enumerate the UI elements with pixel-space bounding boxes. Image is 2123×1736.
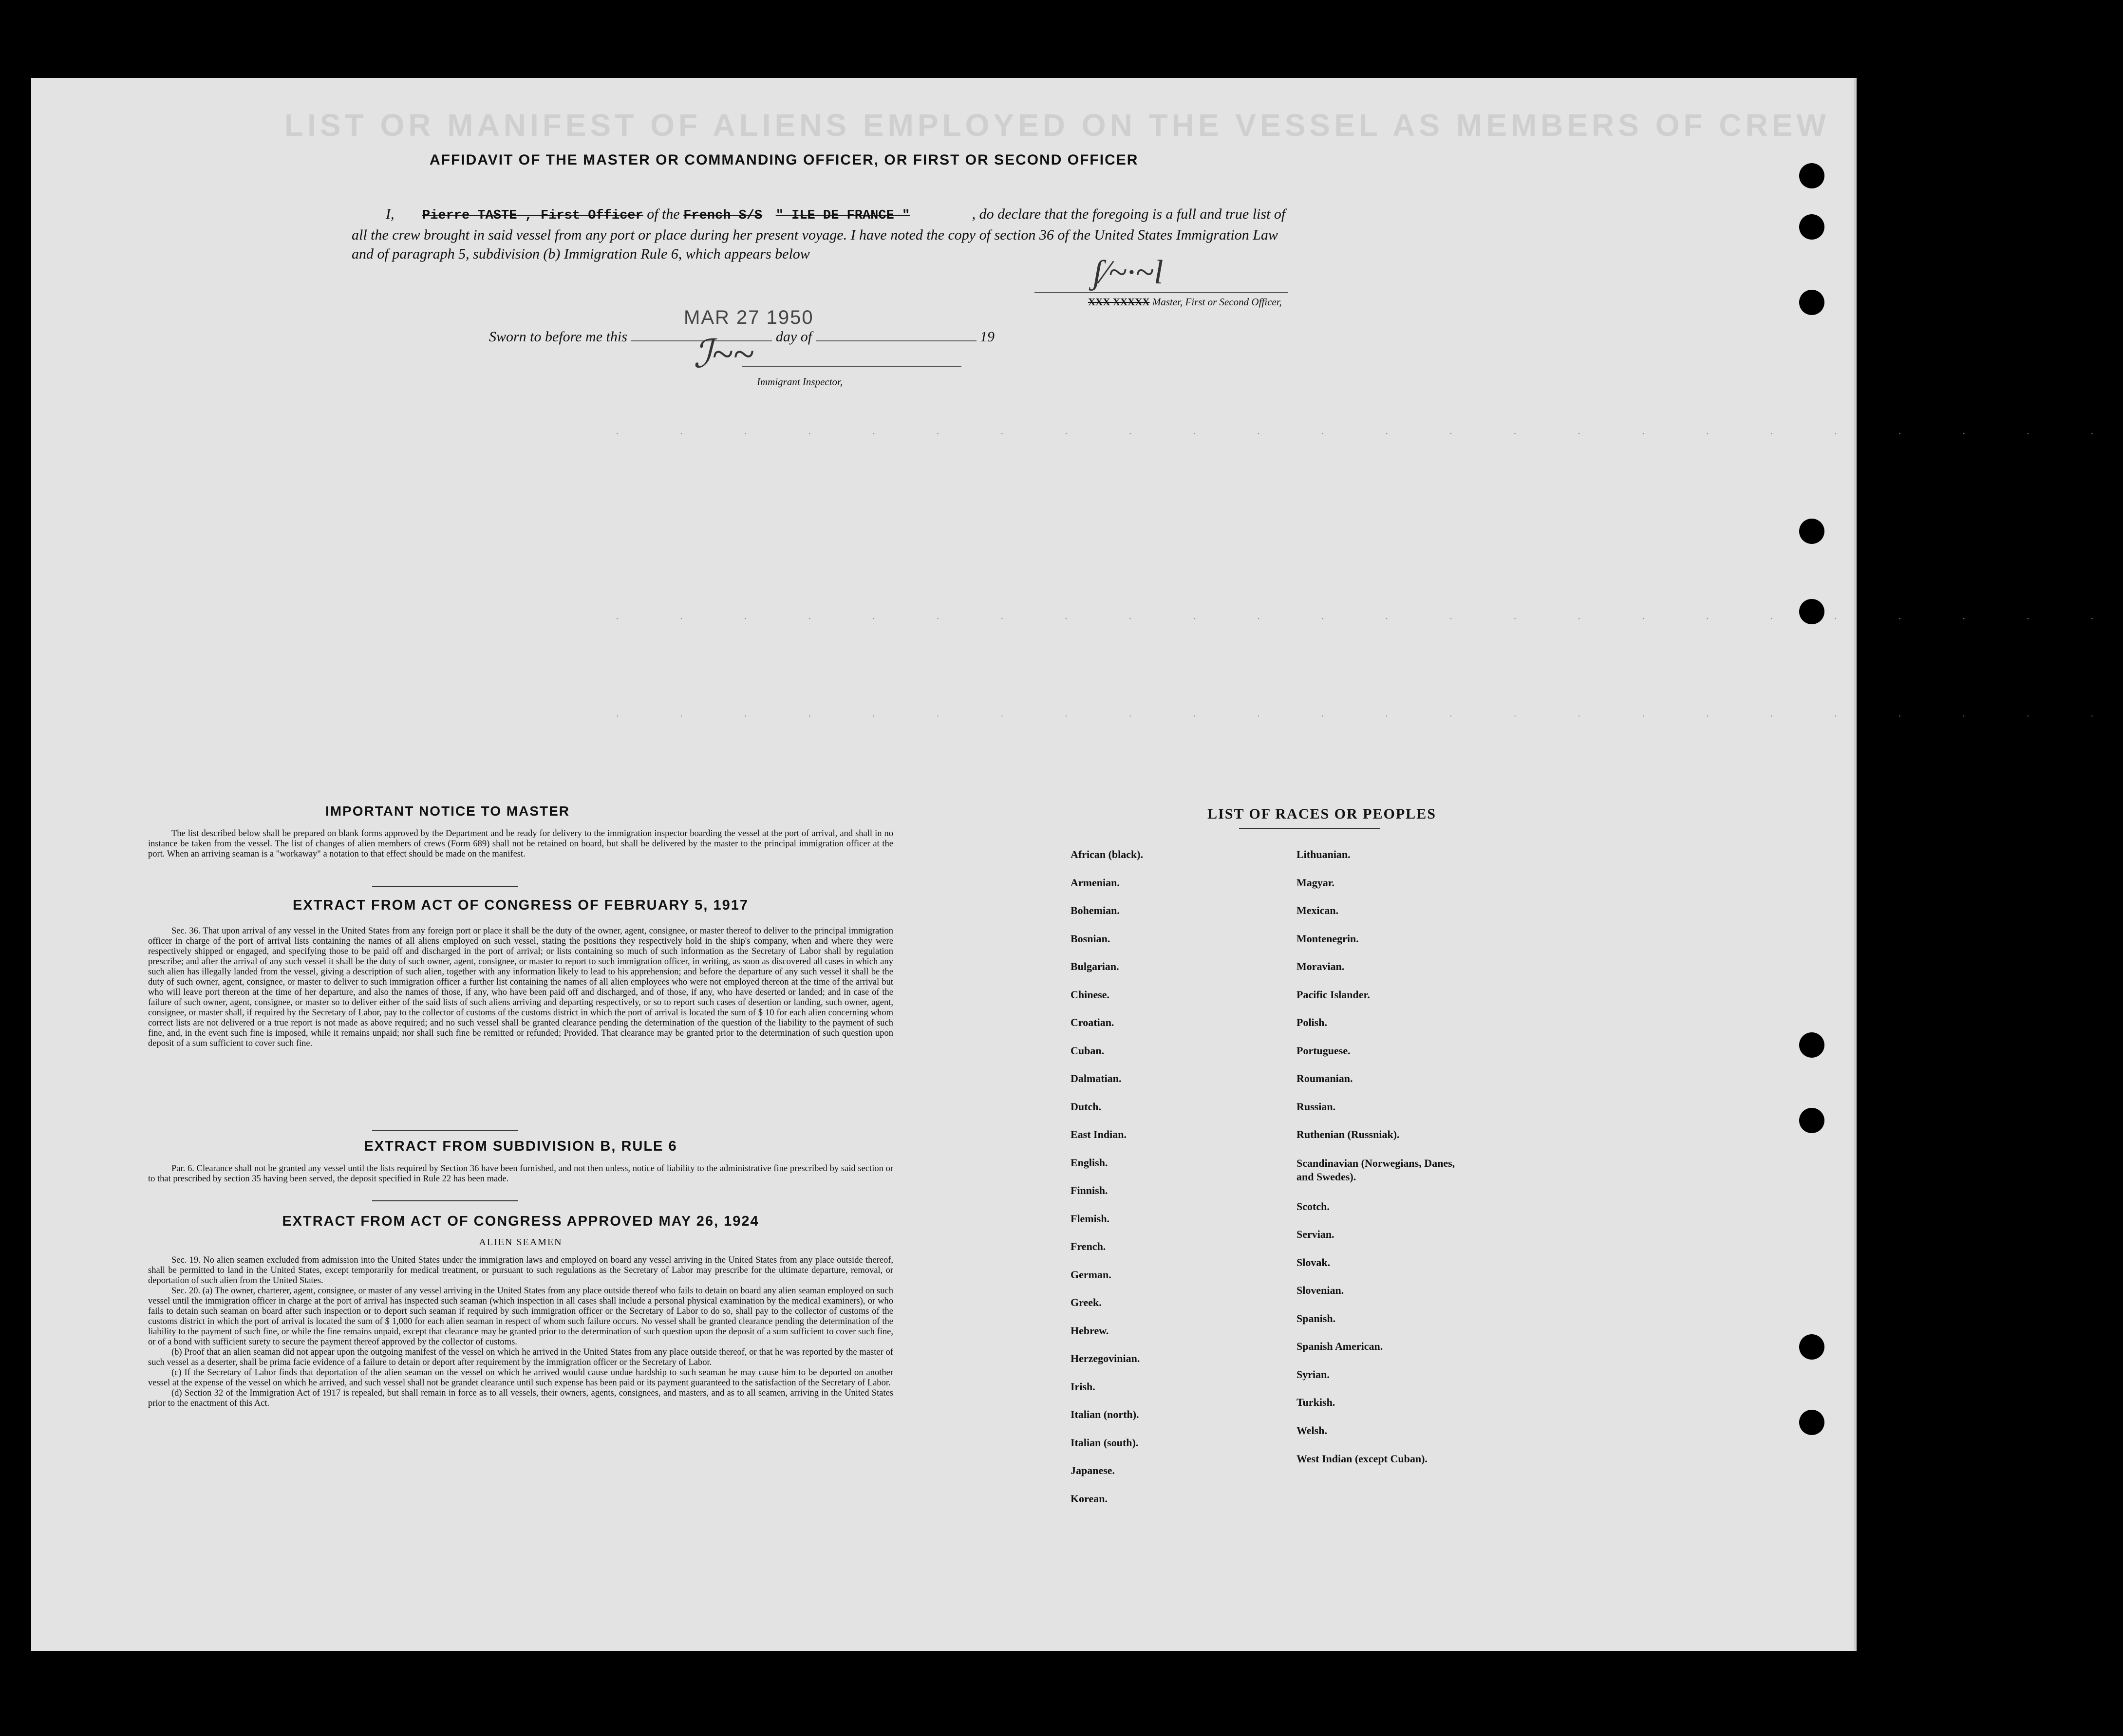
inspector-signature: ℐ~~ (694, 333, 754, 376)
race-item: Portuguese. (1296, 1044, 1351, 1057)
race-item: Dutch. (1071, 1100, 1101, 1113)
inspector-line (742, 366, 961, 367)
race-item: Ruthenian (Russniak). (1296, 1128, 1400, 1140)
notice-paragraph: The list described below shall be prepared on blank forms approved by the Department and be ready for delivery to the immigration inspector boarding the vessel at the port of arrival, and shall in no instance be taken from the vessel. The list of changes of alien members of crews (Form 689) shall not be retained on board, but shall be delivered by the master to the principal immigration officer at the port. When an arriving seaman is a "workaway" a notation to that effect should be made on the manifest. (148, 829, 893, 859)
race-item: Servian. (1296, 1228, 1334, 1240)
race-item: Bohemian. (1071, 904, 1120, 916)
signature-line (1034, 292, 1288, 293)
race-item: Turkish. (1296, 1396, 1335, 1408)
race-item: Magyar. (1296, 876, 1335, 889)
ship-name: " ILE DE FRANCE " (775, 208, 910, 223)
race-item: Finnish. (1071, 1184, 1108, 1196)
rule6-paragraph: Par. 6. Clearance shall not be granted any vessel until the lists required by Section 36 have been furnished, and not then unless, notice of liability to the administrative fine prescribed by said section or to that prescribed by section 35 having been served, the deposit specified in Rule 22 has been made. (148, 1164, 893, 1184)
divider (372, 886, 518, 887)
extract-1917-paragraph: Sec. 36. That upon arrival of any vessel in the United States from any foreign port or place it shall be the duty of the owner, agent, consignee, or master thereof to deliver to the principal immigration officer in charge of the port of arrival lists containing the names of all aliens employed on such vessel, stating the positions they respectively hold in the ship's company, when and where they were respectively shipped or engaged, and specifying those to be paid off and discharged in the port of arrival; or lists containing so much of such information as the Secretary of Labor shall by regulation prescribe; and after the arrival of any such vessel it shall be the duty of such owner, agent, consignee, or master to report to such immigration officer, in writing, as soon as discovered all cases in which any such alien has illegally landed from the vessel, giving a description of such alien, together with any information likely to lead to his apprehension; and before the departure of any such vessel it shall be the duty of such owner, agent, consignee, or master to deliver to such immigration officer a further list containing the names of all alien employees who were not employed thereon at the time of the arrival but who will leave port thereon at the time of her departure, and also the names of those, if any, who have been paid off and discharged, and of those, if any, who have deserted or landed; and in case of the failure of such owner, agent, consignee, or master so to deliver either of the said lists of such aliens arriving and departing respectively, or so to report such cases of desertion or landing, such owner, agent, consignee, or master shall, if required by the Secretary of Labor, pay to the collector of customs of the customs district in which the port of arrival is located the sum of $ 10 for each alien concerning whom correct lists are not delivered or a true report is not made as above required; and no such vessel shall be granted clearance pending the determination of the question of the liability to the payment of such fine, and, in the event such fine is imposed, while it remains unpaid; nor shall such fine be remitted or refunded; Provided. That clearance may be granted prior to the determination of such question upon deposit of a sum sufficient to cover such fine. (148, 926, 893, 1048)
race-item: Italian (north). (1071, 1408, 1139, 1420)
race-item: Welsh. (1296, 1424, 1327, 1437)
race-item: Montenegrin. (1296, 932, 1359, 945)
punch-hole (1799, 290, 1824, 315)
signature-strike: XXX XXXXX (1088, 296, 1150, 308)
divider (1239, 828, 1380, 829)
race-item: Lithuanian. (1296, 848, 1351, 860)
race-item: Roumanian. (1296, 1072, 1353, 1084)
officer-name: Pierre TASTE , First Officer (422, 208, 643, 223)
race-item: Bulgarian. (1071, 960, 1119, 972)
signature-caption-text: Master, First or Second Officer, (1152, 296, 1282, 308)
race-item: Cuban. (1071, 1044, 1105, 1057)
day-of-text: day of (775, 329, 812, 345)
race-item: Japanese. (1071, 1464, 1115, 1476)
race-item: Armenian. (1071, 876, 1120, 889)
race-item: Hebrew. (1071, 1324, 1109, 1337)
punch-hole (1799, 214, 1824, 240)
divider (372, 1200, 518, 1201)
signature-caption (1088, 296, 1282, 308)
affidavit-of-the: of the (647, 206, 680, 222)
rule6-text (148, 1164, 893, 1184)
extract-1924-text (148, 1255, 893, 1409)
sec20b-paragraph: (b) Proof that an alien seaman did not appear upon the outgoing manifest of the vessel on which he arrived in the United States from any place outside thereof, or that he was reported by the master of such vessel as a deserter, shall be prima facie evidence of a failure to detain or deport after requirement by the immigration officer or the Secretary of Labor. (148, 1347, 893, 1367)
punch-hole (1799, 1108, 1824, 1133)
alien-seamen-subtitle: ALIEN SEAMEN (479, 1237, 563, 1248)
punch-hole (1799, 1410, 1824, 1435)
race-item: French. (1071, 1240, 1106, 1252)
race-item: East Indian. (1071, 1128, 1127, 1140)
extract-1917-title: EXTRACT FROM ACT OF CONGRESS OF FEBRUARY 5, 1917 (292, 897, 749, 913)
race-item: Mexican. (1296, 904, 1339, 916)
punch-hole (1799, 519, 1824, 544)
race-item: Scandinavian (Norwegians, Danes, and Swedes). (1296, 1157, 1455, 1183)
race-item: Moravian. (1296, 960, 1345, 972)
race-item: Flemish. (1071, 1212, 1110, 1225)
sworn-text: Sworn to before me this (489, 329, 627, 345)
day-blank (816, 340, 977, 341)
notice-title: IMPORTANT NOTICE TO MASTER (325, 803, 570, 819)
race-item: Greek. (1071, 1296, 1102, 1308)
race-item: Scotch. (1296, 1200, 1330, 1213)
race-item: Irish. (1071, 1380, 1095, 1393)
sec20a-paragraph: Sec. 20. (a) The owner, charterer, agent, consignee, or master of any vessel arriving in the United States from any place outside thereof who fails to detain on board any alien seaman employed on such vessel until the immigration officer in charge at the port of arrival has inspected such seaman (which inspection in all cases shall include a personal physical examination by the medical examiners), or who fails to detain such seaman on board after such inspection or to deport such seaman if required by such immigration officer or the Secretary of Labor to do so, shall pay to the collector of customs of the customs district in which the port of arrival is located the sum of $ 1,000 for each alien seaman in respect of whom such failure occurs. No vessel shall be granted clearance pending the determination of the liability to the payment of such fine, or while the fine remains unpaid, except that clearance may be granted prior to the determination of such question upon the deposit of a sum sufficient to cover such fine, or of a bond with sufficient surety to secure the payment thereof approved by the collector of customs. (148, 1286, 893, 1347)
officer-signature: ʃ⁄~·~l (1093, 254, 1164, 291)
scan-artifact: · · · · · · · · · · · · · · · · · · · · · · · · (616, 614, 2123, 624)
extract-1917-text (148, 926, 893, 1049)
race-item: Pacific Islander. (1296, 988, 1370, 1001)
rule6-title: EXTRACT FROM SUBDIVISION B, RULE 6 (364, 1139, 677, 1154)
ship-flag: French S/S (683, 208, 763, 223)
sec19-paragraph: Sec. 19. No alien seamen excluded from admission into the United States under the immigration laws and employed on board any vessel arriving in the United States from any place outside thereof, shall be permitted to land in the United States, except temporarily for medical treatment, or pursuant to such regulations as the Secretary of Labor may prescribe for the ultimate departure, removal, or deportation of such alien from the United States. (148, 1255, 893, 1286)
race-item: West Indian (except Cuban). (1296, 1453, 1428, 1465)
race-item: Italian (south). (1071, 1436, 1139, 1449)
race-item: Herzegovinian. (1071, 1352, 1140, 1364)
date-stamp: MAR 27 1950 (684, 307, 814, 328)
sec20d-paragraph: (d) Section 32 of the Immigration Act of 1917 is repealed, but shall remain in force as to all vessels, their owners, agents, consignees, and masters, and as to all seamen, arriving in the United States prior to the enactment of this Act. (148, 1388, 893, 1408)
race-item: Polish. (1296, 1016, 1327, 1028)
races-left-column (1071, 848, 1256, 1520)
affidavit-i: I, (386, 206, 395, 222)
races-right-column (1296, 848, 1472, 1480)
race-item: Bosnian. (1071, 932, 1110, 945)
punch-hole (1799, 1032, 1824, 1058)
race-item: Syrian. (1296, 1368, 1330, 1381)
race-item: Croatian. (1071, 1016, 1114, 1028)
inspector-caption: Immigrant Inspector, (757, 376, 843, 388)
race-item: English. (1071, 1156, 1108, 1169)
scan-artifact: · · · · · · · · · · · · · · · · · · · · · · · · (616, 429, 2123, 439)
divider (372, 1130, 518, 1131)
year-text: 19 (980, 329, 995, 345)
extract-1924-title: EXTRACT FROM ACT OF CONGRESS APPROVED MAY 26, 1924 (282, 1213, 759, 1229)
race-item: Slovenian. (1296, 1284, 1344, 1296)
race-item: Slovak. (1296, 1256, 1331, 1269)
race-item: Chinese. (1071, 988, 1110, 1001)
affidavit-title: AFFIDAVIT OF THE MASTER OR COMMANDING OFFICER, OR FIRST OR SECOND OFFICER (430, 152, 1139, 168)
race-item: Spanish. (1296, 1312, 1336, 1325)
scan-artifact: · · · · · · · · · · · · · · · · · · · · · · · · (616, 711, 2123, 722)
bleedthrough-header: LIST OR MANIFEST OF ALIENS EMPLOYED ON THE VESSEL AS MEMBERS OF CREW (284, 108, 1830, 143)
punch-hole (1799, 163, 1824, 188)
document-page (31, 78, 2123, 1651)
sec20c-paragraph: (c) If the Secretary of Labor finds that deportation of the alien seaman on the vessel on which he arrived would cause undue hardship to such seaman he may cause him to be deported on another vessel at the expense of the vessel on which he arrived, and such vessel shall not be grandet clearance until such expense has been paid or its payment guaranteed to the satisfaction of the Secretary of Labor. (148, 1368, 893, 1388)
affidavit-declare: , do declare (972, 206, 1041, 222)
race-item: German. (1071, 1268, 1111, 1281)
affidavit-statement: that the foregoing is a full and true list of all the crew brought in said vessel from any port or place during her present voyage. I have noted the copy of section 36 of the United States Immigration Law and of paragraph 5, subdivision (b) Immigration Rule 6, which appears below (352, 206, 1286, 262)
race-item: Dalmatian. (1071, 1072, 1122, 1084)
race-item: Korean. (1071, 1492, 1108, 1505)
race-item: African (black). (1071, 848, 1144, 860)
races-title: LIST OF RACES OR PEOPLES (1207, 806, 1436, 822)
notice-text (148, 829, 893, 859)
race-item: Spanish American. (1296, 1340, 1383, 1352)
punch-hole (1799, 1334, 1824, 1360)
race-item: Russian. (1296, 1100, 1336, 1113)
